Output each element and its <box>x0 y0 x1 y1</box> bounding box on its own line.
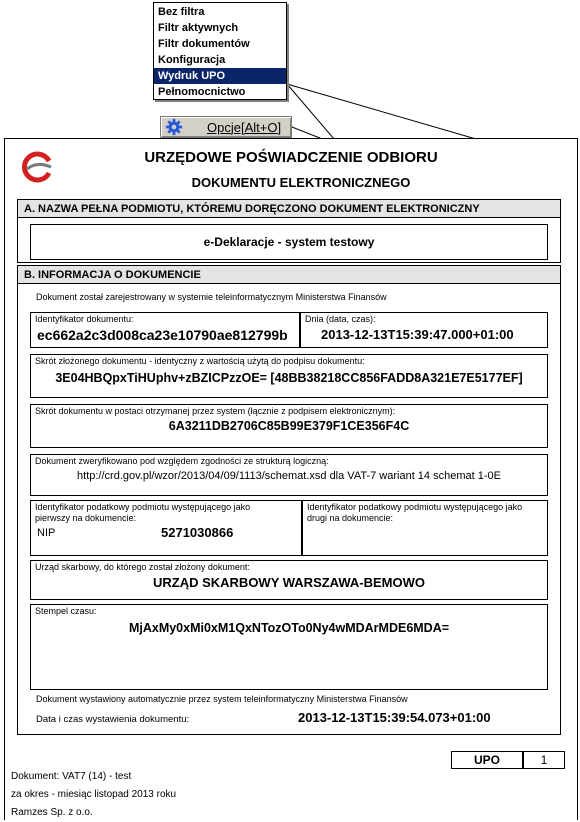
date-label: Dnia (data, czas): <box>305 314 376 324</box>
date-value: 2013-12-13T15:39:47.000+01:00 <box>321 327 514 342</box>
taxid1-label-line2: pierwszy na dokumencie: <box>35 513 137 523</box>
hash-label: Skrót złożonego dokumentu - identyczny z wartością użytą do podpisu dokumentu: <box>35 356 365 366</box>
menu-item-bez-filtra[interactable]: Bez filtra <box>158 6 205 18</box>
identifier-label: Identyfikator dokumentu: <box>35 314 134 324</box>
identifier-box <box>30 312 300 348</box>
menu-item-konfiguracja[interactable]: Konfiguracja <box>158 54 226 66</box>
taxid2-label-line1: Identyfikator podatkowy podmiotu występującego jako <box>307 502 523 512</box>
document-title: URZĘDOWE POŚWIADCZENIE ODBIORU <box>144 149 438 166</box>
taxid1-box <box>30 500 302 556</box>
footer-period: za okres - miesiąc listopad 2013 roku <box>11 789 177 800</box>
gear-icon <box>165 118 183 136</box>
hash2-value: 6A3211DB2706C85B99E379F1CE356F4C <box>168 419 410 433</box>
menu-item-pelnomocnictwo[interactable]: Pełnomocnictwo <box>158 86 246 98</box>
options-button-label: Opcje[Alt+O] <box>207 119 282 135</box>
tax-office-box <box>30 560 548 600</box>
registered-note: Dokument został zarejestrowany w systemie teleinformatycznym Ministerstwa Finansów <box>36 292 387 302</box>
issued-date-label: Data i czas wystawienia dokumentu: <box>36 714 190 725</box>
recipient-box <box>30 224 548 260</box>
options-menu <box>153 2 287 100</box>
nip-label: NIP <box>37 527 56 539</box>
hash2-label: Skrót dokumentu w postaci otrzymanej przez system (łącznie z podpisem elektronicznym): <box>35 406 396 416</box>
identifier-value: ec662a2c3d008ca23e10790ae812799b <box>37 327 288 343</box>
menu-item-filtr-aktywnych[interactable]: Filtr aktywnych <box>158 22 239 34</box>
recipient-name: e-Deklaracje - system testowy <box>203 235 375 249</box>
menu-item-filtr-dokumentow[interactable]: Filtr dokumentów <box>158 38 250 50</box>
upo-document <box>4 138 578 820</box>
taxid1-label-line1: Identyfikator podatkowy podmiotu występującego jako <box>35 502 251 512</box>
issued-note: Dokument wystawiony automatycznie przez system teleinformatyczny Ministerstwa Finansów <box>36 694 408 704</box>
schema-value: http://crd.gov.pl/wzor/2013/04/09/1113/schemat.xsd dla VAT-7 wariant 14 schemat 1-0E <box>77 470 501 482</box>
hash-value: 3E04HBQpxTiHUphv+zBZICPzzOE= [48BB38218CC856FADD8A321E7E5177EF] <box>55 371 523 385</box>
schema-box <box>30 454 548 496</box>
schema-label: Dokument zweryfikowano pod względem zgodności ze strukturą logiczną: <box>35 456 329 466</box>
timestamp-box <box>30 604 548 690</box>
upo-label: UPO <box>451 751 523 769</box>
timestamp-value: MjAxMy0xMi0xM1QxNTozOTo0Ny4wMDArMDE6MDA= <box>128 621 450 635</box>
date-box <box>300 312 548 348</box>
taxid2-box <box>302 500 548 556</box>
timestamp-label: Stempel czasu: <box>35 606 97 616</box>
options-button[interactable] <box>160 116 292 138</box>
issued-date-value: 2013-12-13T15:39:54.073+01:00 <box>298 710 491 725</box>
footer-document: Dokument: VAT7 (14) - test <box>11 771 132 782</box>
section-b-heading: B. INFORMACJA O DOKUMENCIE <box>18 266 560 284</box>
section-a-heading: A. NAZWA PEŁNA PODMIOTU, KTÓREMU DORĘCZONO DOKUMENT ELEKTRONICZNY <box>18 200 560 218</box>
tax-office-value: URZĄD SKARBOWY WARSZAWA-BEMOWO <box>152 575 426 590</box>
hash-box <box>30 354 548 398</box>
tax-office-label: Urząd skarbowy, do którego został złożony dokument: <box>35 562 250 572</box>
nip-value: 5271030866 <box>161 525 234 540</box>
page-number: 1 <box>523 751 565 769</box>
document-subtitle: DOKUMENTU ELEKTRONICZNEGO <box>191 175 411 190</box>
section-b <box>17 265 561 735</box>
menu-item-wydruk-upo[interactable]: Wydruk UPO <box>154 68 286 84</box>
hash2-box <box>30 404 548 448</box>
taxid2-label-line2: drugi na dokumencie: <box>307 513 394 523</box>
section-a <box>17 199 561 263</box>
footer-company: Ramzes Sp. z o.o. <box>11 807 93 818</box>
